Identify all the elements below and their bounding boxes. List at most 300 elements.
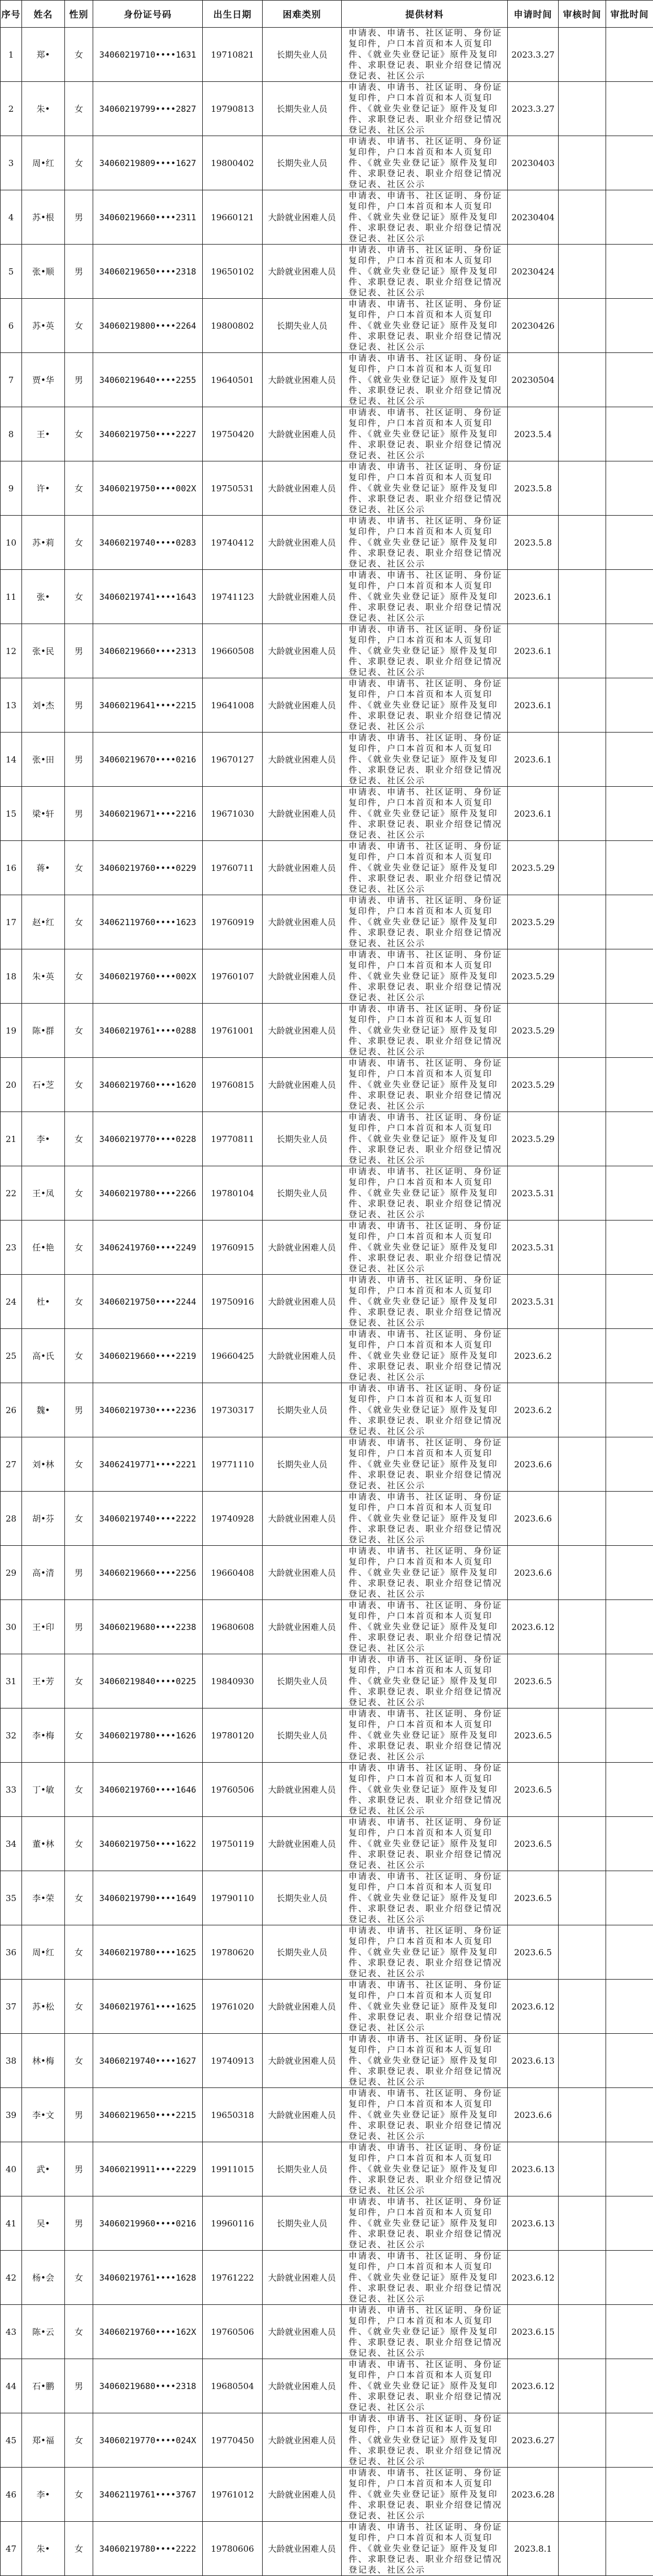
row-category: 大龄就业困难人员 [263, 787, 342, 841]
row-seq: 40 [1, 2142, 22, 2196]
row-seq: 29 [1, 1546, 22, 1600]
row-gender: 女 [65, 1980, 93, 2034]
row-id-number: 34060219761••••1625 [93, 1980, 203, 2034]
row-birth-date: 19760107 [203, 949, 263, 1004]
table-row [1, 1275, 653, 1329]
row-id-number: 34062119761••••3767 [93, 2468, 203, 2522]
row-approved-date [606, 1817, 653, 1871]
row-applied-date: 20230403 [508, 136, 559, 190]
table-row [1, 2196, 653, 2251]
row-reviewed-date [559, 1437, 606, 1492]
row-id-number: 34060219650••••2318 [93, 245, 203, 299]
row-applied-date: 2023.3.27 [508, 82, 559, 136]
row-birth-date: 19760815 [203, 1058, 263, 1112]
row-id-number: 34060219761••••0288 [93, 1004, 203, 1058]
row-reviewed-date [559, 1058, 606, 1112]
row-name: 李•梅 [22, 1708, 65, 1763]
row-materials: 申请表、申请书、社区证明、身份证复印件，户口本首页和本人页复印件、《就业失业登记证》原件及复印件、求职登记表、职业介绍登记情况登记表、社区公示 [342, 1058, 508, 1112]
row-approved-date [606, 2468, 653, 2522]
row-name: 朱• [22, 82, 65, 136]
row-name: 王• [22, 407, 65, 461]
row-seq: 33 [1, 1763, 22, 1817]
row-id-number: 34060219640••••2255 [93, 353, 203, 407]
row-id-number: 34060219750••••1622 [93, 1817, 203, 1871]
row-reviewed-date [559, 136, 606, 190]
row-materials: 申请表、申请书、社区证明、身份证复印件，户口本首页和本人页复印件、《就业失业登记证》原件及复印件、求职登记表、职业介绍登记情况登记表、社区公示 [342, 461, 508, 516]
row-category: 长期失业人员 [263, 1112, 342, 1166]
row-gender: 男 [65, 733, 93, 787]
row-category: 大龄就业困难人员 [263, 1763, 342, 1817]
row-category: 大龄就业困难人员 [263, 1058, 342, 1112]
row-name: 苏•根 [22, 190, 65, 245]
row-name: 石•芝 [22, 1058, 65, 1112]
row-gender: 女 [65, 1817, 93, 1871]
row-gender: 女 [65, 2468, 93, 2522]
row-birth-date: 19780104 [203, 1166, 263, 1221]
row-name: 李•文 [22, 2088, 65, 2142]
row-name: 梁•轩 [22, 787, 65, 841]
row-birth-date: 19660121 [203, 190, 263, 245]
row-applied-date: 2023.6.5 [508, 1654, 559, 1708]
row-seq: 8 [1, 407, 22, 461]
row-id-number: 34060219911••••2229 [93, 2142, 203, 2196]
row-seq: 44 [1, 2359, 22, 2413]
row-birth-date: 19960116 [203, 2196, 263, 2251]
row-birth-date: 19660408 [203, 1546, 263, 1600]
row-reviewed-date [559, 1112, 606, 1166]
row-materials: 申请表、申请书、社区证明、身份证复印件，户口本首页和本人页复印件、《就业失业登记证》原件及复印件、求职登记表、职业介绍登记情况登记表、社区公示 [342, 895, 508, 949]
table-row [1, 841, 653, 895]
row-birth-date: 19750119 [203, 1817, 263, 1871]
row-applied-date: 2023.3.27 [508, 28, 559, 82]
row-gender: 女 [65, 949, 93, 1004]
row-materials: 申请表、申请书、社区证明、身份证复印件，户口本首页和本人页复印件、《就业失业登记证》原件及复印件、求职登记表、职业介绍登记情况登记表、社区公示 [342, 1275, 508, 1329]
row-applied-date: 20230404 [508, 190, 559, 245]
row-materials: 申请表、申请书、社区证明、身份证复印件，户口本首页和本人页复印件、《就业失业登记证》原件及复印件、求职登记表、职业介绍登记情况登记表、社区公示 [342, 2468, 508, 2522]
row-approved-date [606, 2142, 653, 2196]
row-materials: 申请表、申请书、社区证明、身份证复印件，户口本首页和本人页复印件、《就业失业登记证》原件及复印件、求职登记表、职业介绍登记情况登记表、社区公示 [342, 2034, 508, 2088]
table-row [1, 1492, 653, 1546]
row-birth-date: 19771110 [203, 1437, 263, 1492]
row-reviewed-date [559, 82, 606, 136]
row-birth-date: 19660425 [203, 1329, 263, 1383]
row-category: 大龄就业困难人员 [263, 841, 342, 895]
row-name: 杜• [22, 1275, 65, 1329]
row-birth-date: 19780606 [203, 2522, 263, 2576]
row-applied-date: 2023.6.12 [508, 1980, 559, 2034]
row-materials: 申请表、申请书、社区证明、身份证复印件，户口本首页和本人页复印件、《就业失业登记证》原件及复印件、求职登记表、职业介绍登记情况登记表、社区公示 [342, 733, 508, 787]
row-gender: 女 [65, 1166, 93, 1221]
row-birth-date: 19770450 [203, 2413, 263, 2468]
row-seq: 17 [1, 895, 22, 949]
row-name: 吴• [22, 2196, 65, 2251]
row-approved-date [606, 1980, 653, 2034]
row-seq: 14 [1, 733, 22, 787]
row-category: 大龄就业困难人员 [263, 1980, 342, 2034]
row-seq: 30 [1, 1600, 22, 1654]
row-reviewed-date [559, 1763, 606, 1817]
row-applied-date: 2023.6.1 [508, 787, 559, 841]
row-category: 大龄就业困难人员 [263, 1329, 342, 1383]
row-seq: 19 [1, 1004, 22, 1058]
row-approved-date [606, 1871, 653, 1925]
row-approved-date [606, 2034, 653, 2088]
row-materials: 申请表、申请书、社区证明、身份证复印件，户口本首页和本人页复印件、《就业失业登记证》原件及复印件、求职登记表、职业介绍登记情况登记表、社区公示 [342, 787, 508, 841]
row-birth-date: 19670127 [203, 733, 263, 787]
row-materials: 申请表、申请书、社区证明、身份证复印件，户口本首页和本人页复印件、《就业失业登记证》原件及复印件、求职登记表、职业介绍登记情况登记表、社区公示 [342, 1221, 508, 1275]
row-id-number: 34060219840••••0225 [93, 1654, 203, 1708]
row-reviewed-date [559, 1817, 606, 1871]
row-reviewed-date [559, 787, 606, 841]
row-gender: 女 [65, 570, 93, 624]
row-approved-date [606, 2251, 653, 2305]
row-birth-date: 19780120 [203, 1708, 263, 1763]
row-id-number: 34060219730••••2236 [93, 1383, 203, 1437]
row-approved-date [606, 2522, 653, 2576]
header-approved: 审批时间 [606, 1, 653, 28]
row-category: 长期失业人员 [263, 1871, 342, 1925]
row-seq: 4 [1, 190, 22, 245]
row-gender: 女 [65, 2305, 93, 2359]
row-materials: 申请表、申请书、社区证明、身份证复印件，户口本首页和本人页复印件、《就业失业登记证》原件及复印件、求职登记表、职业介绍登记情况登记表、社区公示 [342, 2522, 508, 2576]
row-materials: 申请表、申请书、社区证明、身份证复印件，户口本首页和本人页复印件、《就业失业登记证》原件及复印件、求职登记表、职业介绍登记情况登记表、社区公示 [342, 1817, 508, 1871]
row-approved-date [606, 678, 653, 733]
row-id-number: 34060219770••••0228 [93, 1112, 203, 1166]
row-category: 大龄就业困难人员 [263, 1546, 342, 1600]
row-seq: 1 [1, 28, 22, 82]
row-birth-date: 19800402 [203, 136, 263, 190]
row-name: 郑• [22, 28, 65, 82]
row-materials: 申请表、申请书、社区证明、身份证复印件，户口本首页和本人页复印件、《就业失业登记证》原件及复印件、求职登记表、职业介绍登记情况登记表、社区公示 [342, 2196, 508, 2251]
row-materials: 申请表、申请书、社区证明、身份证复印件，户口本首页和本人页复印件、《就业失业登记证》原件及复印件、求职登记表、职业介绍登记情况登记表、社区公示 [342, 1112, 508, 1166]
row-category: 长期失业人员 [263, 1654, 342, 1708]
table-header [1, 1, 653, 28]
row-id-number: 34060219750••••2227 [93, 407, 203, 461]
row-seq: 34 [1, 1817, 22, 1871]
row-approved-date [606, 1058, 653, 1112]
row-approved-date [606, 1329, 653, 1383]
row-category: 长期失业人员 [263, 1708, 342, 1763]
row-applied-date: 2023.6.5 [508, 1925, 559, 1980]
row-materials: 申请表、申请书、社区证明、身份证复印件，户口本首页和本人页复印件、《就业失业登记证》原件及复印件、求职登记表、职业介绍登记情况登记表、社区公示 [342, 2413, 508, 2468]
row-seq: 13 [1, 678, 22, 733]
row-applied-date: 2023.5.8 [508, 516, 559, 570]
row-name: 任•艳 [22, 1221, 65, 1275]
row-reviewed-date [559, 516, 606, 570]
row-name: 周•红 [22, 136, 65, 190]
row-applied-date: 20230426 [508, 299, 559, 353]
row-materials: 申请表、申请书、社区证明、身份证复印件，户口本首页和本人页复印件、《就业失业登记证》原件及复印件、求职登记表、职业介绍登记情况登记表、社区公示 [342, 841, 508, 895]
row-materials: 申请表、申请书、社区证明、身份证复印件，户口本首页和本人页复印件、《就业失业登记证》原件及复印件、求职登记表、职业介绍登记情况登记表、社区公示 [342, 1437, 508, 1492]
row-approved-date [606, 1600, 653, 1654]
row-seq: 37 [1, 1980, 22, 2034]
row-reviewed-date [559, 2305, 606, 2359]
row-approved-date [606, 516, 653, 570]
row-reviewed-date [559, 2468, 606, 2522]
row-applied-date: 2023.6.12 [508, 2359, 559, 2413]
row-gender: 女 [65, 1763, 93, 1817]
row-category: 大龄就业困难人员 [263, 1004, 342, 1058]
row-seq: 23 [1, 1221, 22, 1275]
row-reviewed-date [559, 407, 606, 461]
table-row [1, 1708, 653, 1763]
row-category: 大龄就业困难人员 [263, 516, 342, 570]
row-seq: 20 [1, 1058, 22, 1112]
row-approved-date [606, 353, 653, 407]
row-materials: 申请表、申请书、社区证明、身份证复印件，户口本首页和本人页复印件、《就业失业登记证》原件及复印件、求职登记表、职业介绍登记情况登记表、社区公示 [342, 2088, 508, 2142]
row-reviewed-date [559, 1329, 606, 1383]
row-birth-date: 19761020 [203, 1980, 263, 2034]
row-name: 刘•杰 [22, 678, 65, 733]
row-category: 长期失业人员 [263, 136, 342, 190]
row-category: 长期失业人员 [263, 1383, 342, 1437]
table-row [1, 733, 653, 787]
row-applied-date: 2023.6.2 [508, 1329, 559, 1383]
row-applied-date: 2023.5.29 [508, 949, 559, 1004]
table-row [1, 190, 653, 245]
row-materials: 申请表、申请书、社区证明、身份证复印件，户口本首页和本人页复印件、《就业失业登记证》原件及复印件、求职登记表、职业介绍登记情况登记表、社区公示 [342, 624, 508, 678]
row-seq: 28 [1, 1492, 22, 1546]
row-seq: 43 [1, 2305, 22, 2359]
table-row [1, 2413, 653, 2468]
row-applied-date: 2023.5.31 [508, 1221, 559, 1275]
row-approved-date [606, 1004, 653, 1058]
row-materials: 申请表、申请书、社区证明、身份证复印件，户口本首页和本人页复印件、《就业失业登记证》原件及复印件、求职登记表、职业介绍登记情况登记表、社区公示 [342, 1546, 508, 1600]
row-materials: 申请表、申请书、社区证明、身份证复印件，户口本首页和本人页复印件、《就业失业登记证》原件及复印件、求职登记表、职业介绍登记情况登记表、社区公示 [342, 1654, 508, 1708]
row-name: 苏•松 [22, 1980, 65, 2034]
table-row [1, 407, 653, 461]
row-name: 魏• [22, 1383, 65, 1437]
row-seq: 38 [1, 2034, 22, 2088]
row-reviewed-date [559, 1546, 606, 1600]
row-id-number: 34060219660••••2219 [93, 1329, 203, 1383]
row-birth-date: 19650318 [203, 2088, 263, 2142]
row-applied-date: 2023.6.5 [508, 1871, 559, 1925]
row-approved-date [606, 299, 653, 353]
table-row [1, 787, 653, 841]
row-reviewed-date [559, 895, 606, 949]
row-gender: 女 [65, 1708, 93, 1763]
table-row [1, 2251, 653, 2305]
row-reviewed-date [559, 461, 606, 516]
table-row [1, 28, 653, 82]
row-id-number: 34060219660••••2311 [93, 190, 203, 245]
row-id-number: 34060219660••••2256 [93, 1546, 203, 1600]
row-gender: 女 [65, 1221, 93, 1275]
row-gender: 男 [65, 2196, 93, 2251]
row-name: 高•清 [22, 1546, 65, 1600]
row-id-number: 34060219741••••1643 [93, 570, 203, 624]
row-gender: 男 [65, 2088, 93, 2142]
row-reviewed-date [559, 1166, 606, 1221]
row-name: 石•鹏 [22, 2359, 65, 2413]
row-applied-date: 2023.6.13 [508, 2034, 559, 2088]
row-reviewed-date [559, 1871, 606, 1925]
row-approved-date [606, 1546, 653, 1600]
row-approved-date [606, 1492, 653, 1546]
row-name: 林•梅 [22, 2034, 65, 2088]
row-category: 大龄就业困难人员 [263, 2468, 342, 2522]
row-birth-date: 19761222 [203, 2251, 263, 2305]
row-materials: 申请表、申请书、社区证明、身份证复印件，户口本首页和本人页复印件、《就业失业登记证》原件及复印件、求职登记表、职业介绍登记情况登记表、社区公示 [342, 136, 508, 190]
row-approved-date [606, 2088, 653, 2142]
table-row [1, 353, 653, 407]
row-category: 大龄就业困难人员 [263, 733, 342, 787]
row-applied-date: 2023.5.29 [508, 1112, 559, 1166]
row-id-number: 34062419771••••2221 [93, 1437, 203, 1492]
row-reviewed-date [559, 1492, 606, 1546]
row-birth-date: 19911015 [203, 2142, 263, 2196]
row-reviewed-date [559, 245, 606, 299]
row-reviewed-date [559, 570, 606, 624]
row-birth-date: 19770811 [203, 1112, 263, 1166]
row-applied-date: 2023.6.12 [508, 1600, 559, 1654]
row-seq: 35 [1, 1871, 22, 1925]
table-row [1, 1817, 653, 1871]
row-birth-date: 19800802 [203, 299, 263, 353]
row-category: 大龄就业困难人员 [263, 461, 342, 516]
row-gender: 男 [65, 1600, 93, 1654]
row-id-number: 34060219780••••2222 [93, 2522, 203, 2576]
row-seq: 36 [1, 1925, 22, 1980]
row-reviewed-date [559, 1221, 606, 1275]
row-seq: 26 [1, 1383, 22, 1437]
row-approved-date [606, 1437, 653, 1492]
row-id-number: 34060219760••••002X [93, 949, 203, 1004]
header-name: 姓名 [22, 1, 65, 28]
row-seq: 3 [1, 136, 22, 190]
row-applied-date: 2023.5.29 [508, 1058, 559, 1112]
row-birth-date: 19671030 [203, 787, 263, 841]
row-applied-date: 2023.5.31 [508, 1166, 559, 1221]
row-id-number: 34060219780••••1625 [93, 1925, 203, 1980]
row-applied-date: 2023.6.15 [508, 2305, 559, 2359]
row-category: 长期失业人员 [263, 82, 342, 136]
row-applied-date: 2023.6.5 [508, 1708, 559, 1763]
table-row [1, 461, 653, 516]
row-approved-date [606, 82, 653, 136]
table-row [1, 299, 653, 353]
row-applied-date: 2023.5.29 [508, 841, 559, 895]
row-approved-date [606, 136, 653, 190]
row-approved-date [606, 570, 653, 624]
row-birth-date: 19761001 [203, 1004, 263, 1058]
row-id-number: 34060219680••••2318 [93, 2359, 203, 2413]
table-row [1, 678, 653, 733]
row-id-number: 34060219750••••002X [93, 461, 203, 516]
row-gender: 男 [65, 1546, 93, 1600]
row-birth-date: 19740928 [203, 1492, 263, 1546]
row-gender: 男 [65, 190, 93, 245]
row-seq: 32 [1, 1708, 22, 1763]
row-seq: 39 [1, 2088, 22, 2142]
row-reviewed-date [559, 353, 606, 407]
row-id-number: 34060219799••••2827 [93, 82, 203, 136]
row-applied-date: 2023.6.28 [508, 2468, 559, 2522]
row-applied-date: 2023.6.13 [508, 2142, 559, 2196]
row-seq: 47 [1, 2522, 22, 2576]
row-approved-date [606, 1221, 653, 1275]
row-gender: 女 [65, 2251, 93, 2305]
row-seq: 25 [1, 1329, 22, 1383]
table-row [1, 2142, 653, 2196]
row-name: 丁•敏 [22, 1763, 65, 1817]
row-applied-date: 2023.5.31 [508, 1275, 559, 1329]
row-name: 苏•英 [22, 299, 65, 353]
row-category: 大龄就业困难人员 [263, 2088, 342, 2142]
row-name: 王•凤 [22, 1166, 65, 1221]
row-birth-date: 19640501 [203, 353, 263, 407]
row-approved-date [606, 624, 653, 678]
row-approved-date [606, 1708, 653, 1763]
row-seq: 10 [1, 516, 22, 570]
row-applied-date: 2023.5.4 [508, 407, 559, 461]
row-materials: 申请表、申请书、社区证明、身份证复印件，户口本首页和本人页复印件、《就业失业登记证》原件及复印件、求职登记表、职业介绍登记情况登记表、社区公示 [342, 28, 508, 82]
row-gender: 女 [65, 1654, 93, 1708]
row-seq: 15 [1, 787, 22, 841]
row-seq: 41 [1, 2196, 22, 2251]
row-reviewed-date [559, 28, 606, 82]
row-id-number: 34062419760••••2249 [93, 1221, 203, 1275]
row-category: 大龄就业困难人员 [263, 1221, 342, 1275]
row-category: 长期失业人员 [263, 1437, 342, 1492]
table-row [1, 2088, 653, 2142]
row-birth-date: 19741123 [203, 570, 263, 624]
row-applied-date: 2023.6.1 [508, 570, 559, 624]
row-seq: 2 [1, 82, 22, 136]
row-name: 李• [22, 1112, 65, 1166]
row-seq: 46 [1, 2468, 22, 2522]
row-category: 大龄就业困难人员 [263, 353, 342, 407]
row-applied-date: 2023.6.1 [508, 678, 559, 733]
header-materials: 提供材料 [342, 1, 508, 28]
row-seq: 45 [1, 2413, 22, 2468]
row-category: 大龄就业困难人员 [263, 570, 342, 624]
row-name: 张• [22, 570, 65, 624]
row-materials: 申请表、申请书、社区证明、身份证复印件，户口本首页和本人页复印件、《就业失业登记证》原件及复印件、求职登记表、职业介绍登记情况登记表、社区公示 [342, 407, 508, 461]
row-reviewed-date [559, 949, 606, 1004]
row-approved-date [606, 28, 653, 82]
row-category: 长期失业人员 [263, 299, 342, 353]
table-row [1, 949, 653, 1004]
row-reviewed-date [559, 1383, 606, 1437]
row-approved-date [606, 1763, 653, 1817]
row-birth-date: 19760506 [203, 2305, 263, 2359]
row-approved-date [606, 190, 653, 245]
row-reviewed-date [559, 1980, 606, 2034]
row-seq: 7 [1, 353, 22, 407]
table-row [1, 1871, 653, 1925]
row-name: 刘•林 [22, 1437, 65, 1492]
row-applied-date: 2023.6.2 [508, 1383, 559, 1437]
row-id-number: 34060219760••••1646 [93, 1763, 203, 1817]
row-reviewed-date [559, 1654, 606, 1708]
header-reviewed: 审核时间 [559, 1, 606, 28]
row-reviewed-date [559, 1275, 606, 1329]
row-id-number: 34060219760••••1620 [93, 1058, 203, 1112]
row-materials: 申请表、申请书、社区证明、身份证复印件，户口本首页和本人页复印件、《就业失业登记证》原件及复印件、求职登记表、职业介绍登记情况登记表、社区公示 [342, 2251, 508, 2305]
table-row [1, 1383, 653, 1437]
row-applied-date: 2023.6.5 [508, 1817, 559, 1871]
row-birth-date: 19740412 [203, 516, 263, 570]
row-name: 李•荣 [22, 1871, 65, 1925]
row-name: 周•红 [22, 1925, 65, 1980]
row-approved-date [606, 895, 653, 949]
row-materials: 申请表、申请书、社区证明、身份证复印件，户口本首页和本人页复印件、《就业失业登记证》原件及复印件、求职登记表、职业介绍登记情况登记表、社区公示 [342, 1383, 508, 1437]
row-reviewed-date [559, 190, 606, 245]
table-row [1, 624, 653, 678]
row-category: 大龄就业困难人员 [263, 1492, 342, 1546]
